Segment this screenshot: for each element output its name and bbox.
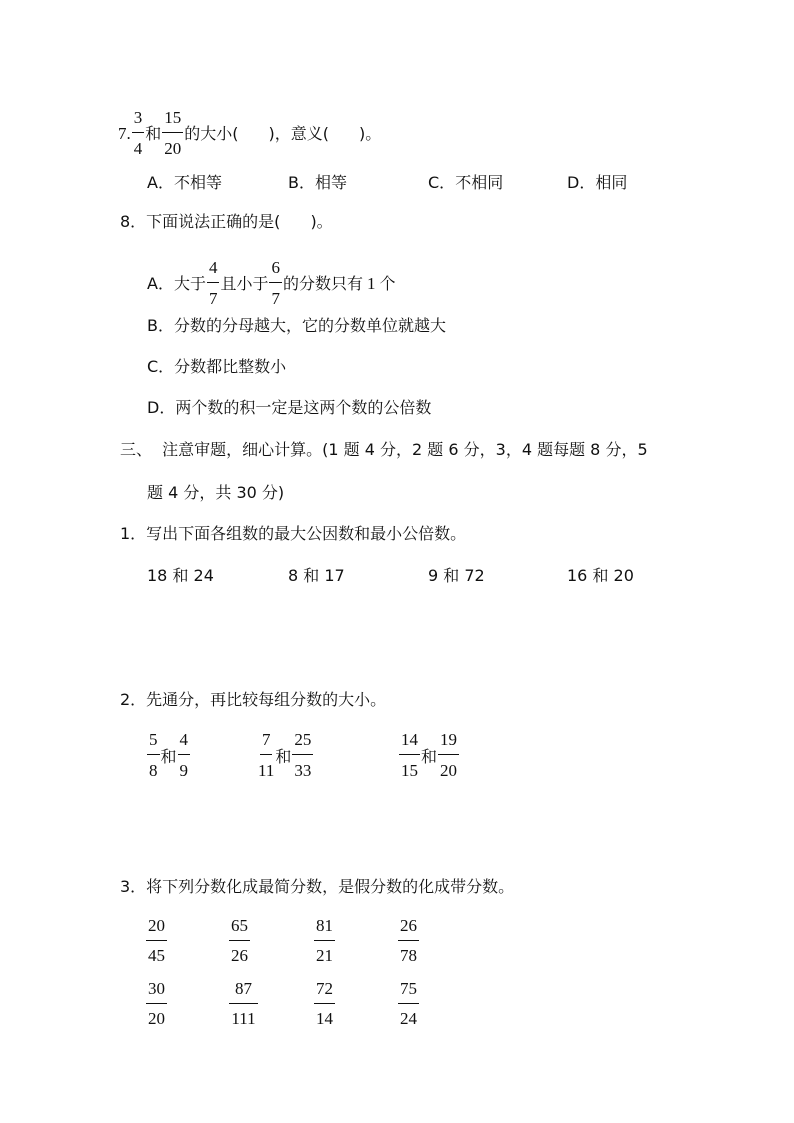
q8-option-b[interactable]: B．分数的分母越大，它的分数单位就越大 [147,316,446,335]
problem-2-group-1: $\frac{5}{8}$ 和 $\frac{4}{9}$ [149,730,189,780]
problem-1-pair: 9 和 72 [428,566,485,585]
problem-3-fraction: 87 111 [229,979,258,1029]
q7-fraction-1: $\frac{3}{4}$ [133,108,143,158]
section-3-heading-cont: 题 4 分，共 30 分) [147,483,285,502]
q7-option-c[interactable]: C．不相同 [428,173,504,192]
problem-1-pair: 16 和 20 [567,566,634,585]
problem-3-fraction: 20 45 [148,916,165,965]
problem-2-stem: 2．先通分，再比较每组分数的大小。 [120,690,387,709]
question-7-number: 7. [118,123,131,143]
problem-3-fraction: 30 20 [148,979,165,1028]
q7-option-d[interactable]: D．相同 [567,173,628,192]
question-7-stem: 7. $\frac{3}{4}$ 和 $\frac{15}{20}$ 的大小( )，意义( )。 [118,108,382,158]
problem-3-stem: 3．将下列分数化成最简分数，是假分数的化成带分数。 [120,877,515,896]
q8-fraction-1: $\frac{4}{7}$ [208,258,218,308]
problem-3-fraction: 75 24 [400,979,417,1028]
q7-fraction-2: $\frac{15}{20}$ [164,108,182,158]
problem-3-fraction: 26 78 [400,916,417,965]
problem-1-pair: 8 和 17 [288,566,345,585]
q7-option-b[interactable]: B．相等 [288,173,347,192]
q8-option-d[interactable]: D．两个数的积一定是这两个数的公倍数 [147,398,432,417]
problem-2-group-3: $\frac{14}{15}$ 和 $\frac{19}{20}$ [401,730,458,780]
q8-option-c[interactable]: C．分数都比整数小 [147,357,287,376]
problem-3-fraction: 72 14 [316,979,333,1028]
problem-3-fraction: 65 26 [231,916,248,965]
problem-1-pair: 18 和 24 [147,566,214,585]
problem-1-stem: 1．写出下面各组数的最大公因数和最小公倍数。 [120,524,467,543]
problem-2-group-2: $\frac{7}{11}$ 和 $\frac{25}{33}$ [258,730,312,780]
q7-option-a[interactable]: A．不相等 [147,173,222,192]
q8-fraction-2: $\frac{6}{7}$ [271,258,280,308]
question-8-stem: 8．下面说法正确的是( )。 [120,212,333,231]
q8-option-a[interactable]: A． 大于 $\frac{4}{7}$ 且小于 $\frac{6}{7}$ 的分数只有 1 个 [147,258,396,308]
problem-3-fraction: 81 21 [316,916,333,965]
section-3-heading: 三、 注意审题，细心计算。(1 题 4 分，2 题 6 分，3，4 题每题 8 分，5 [120,440,648,459]
